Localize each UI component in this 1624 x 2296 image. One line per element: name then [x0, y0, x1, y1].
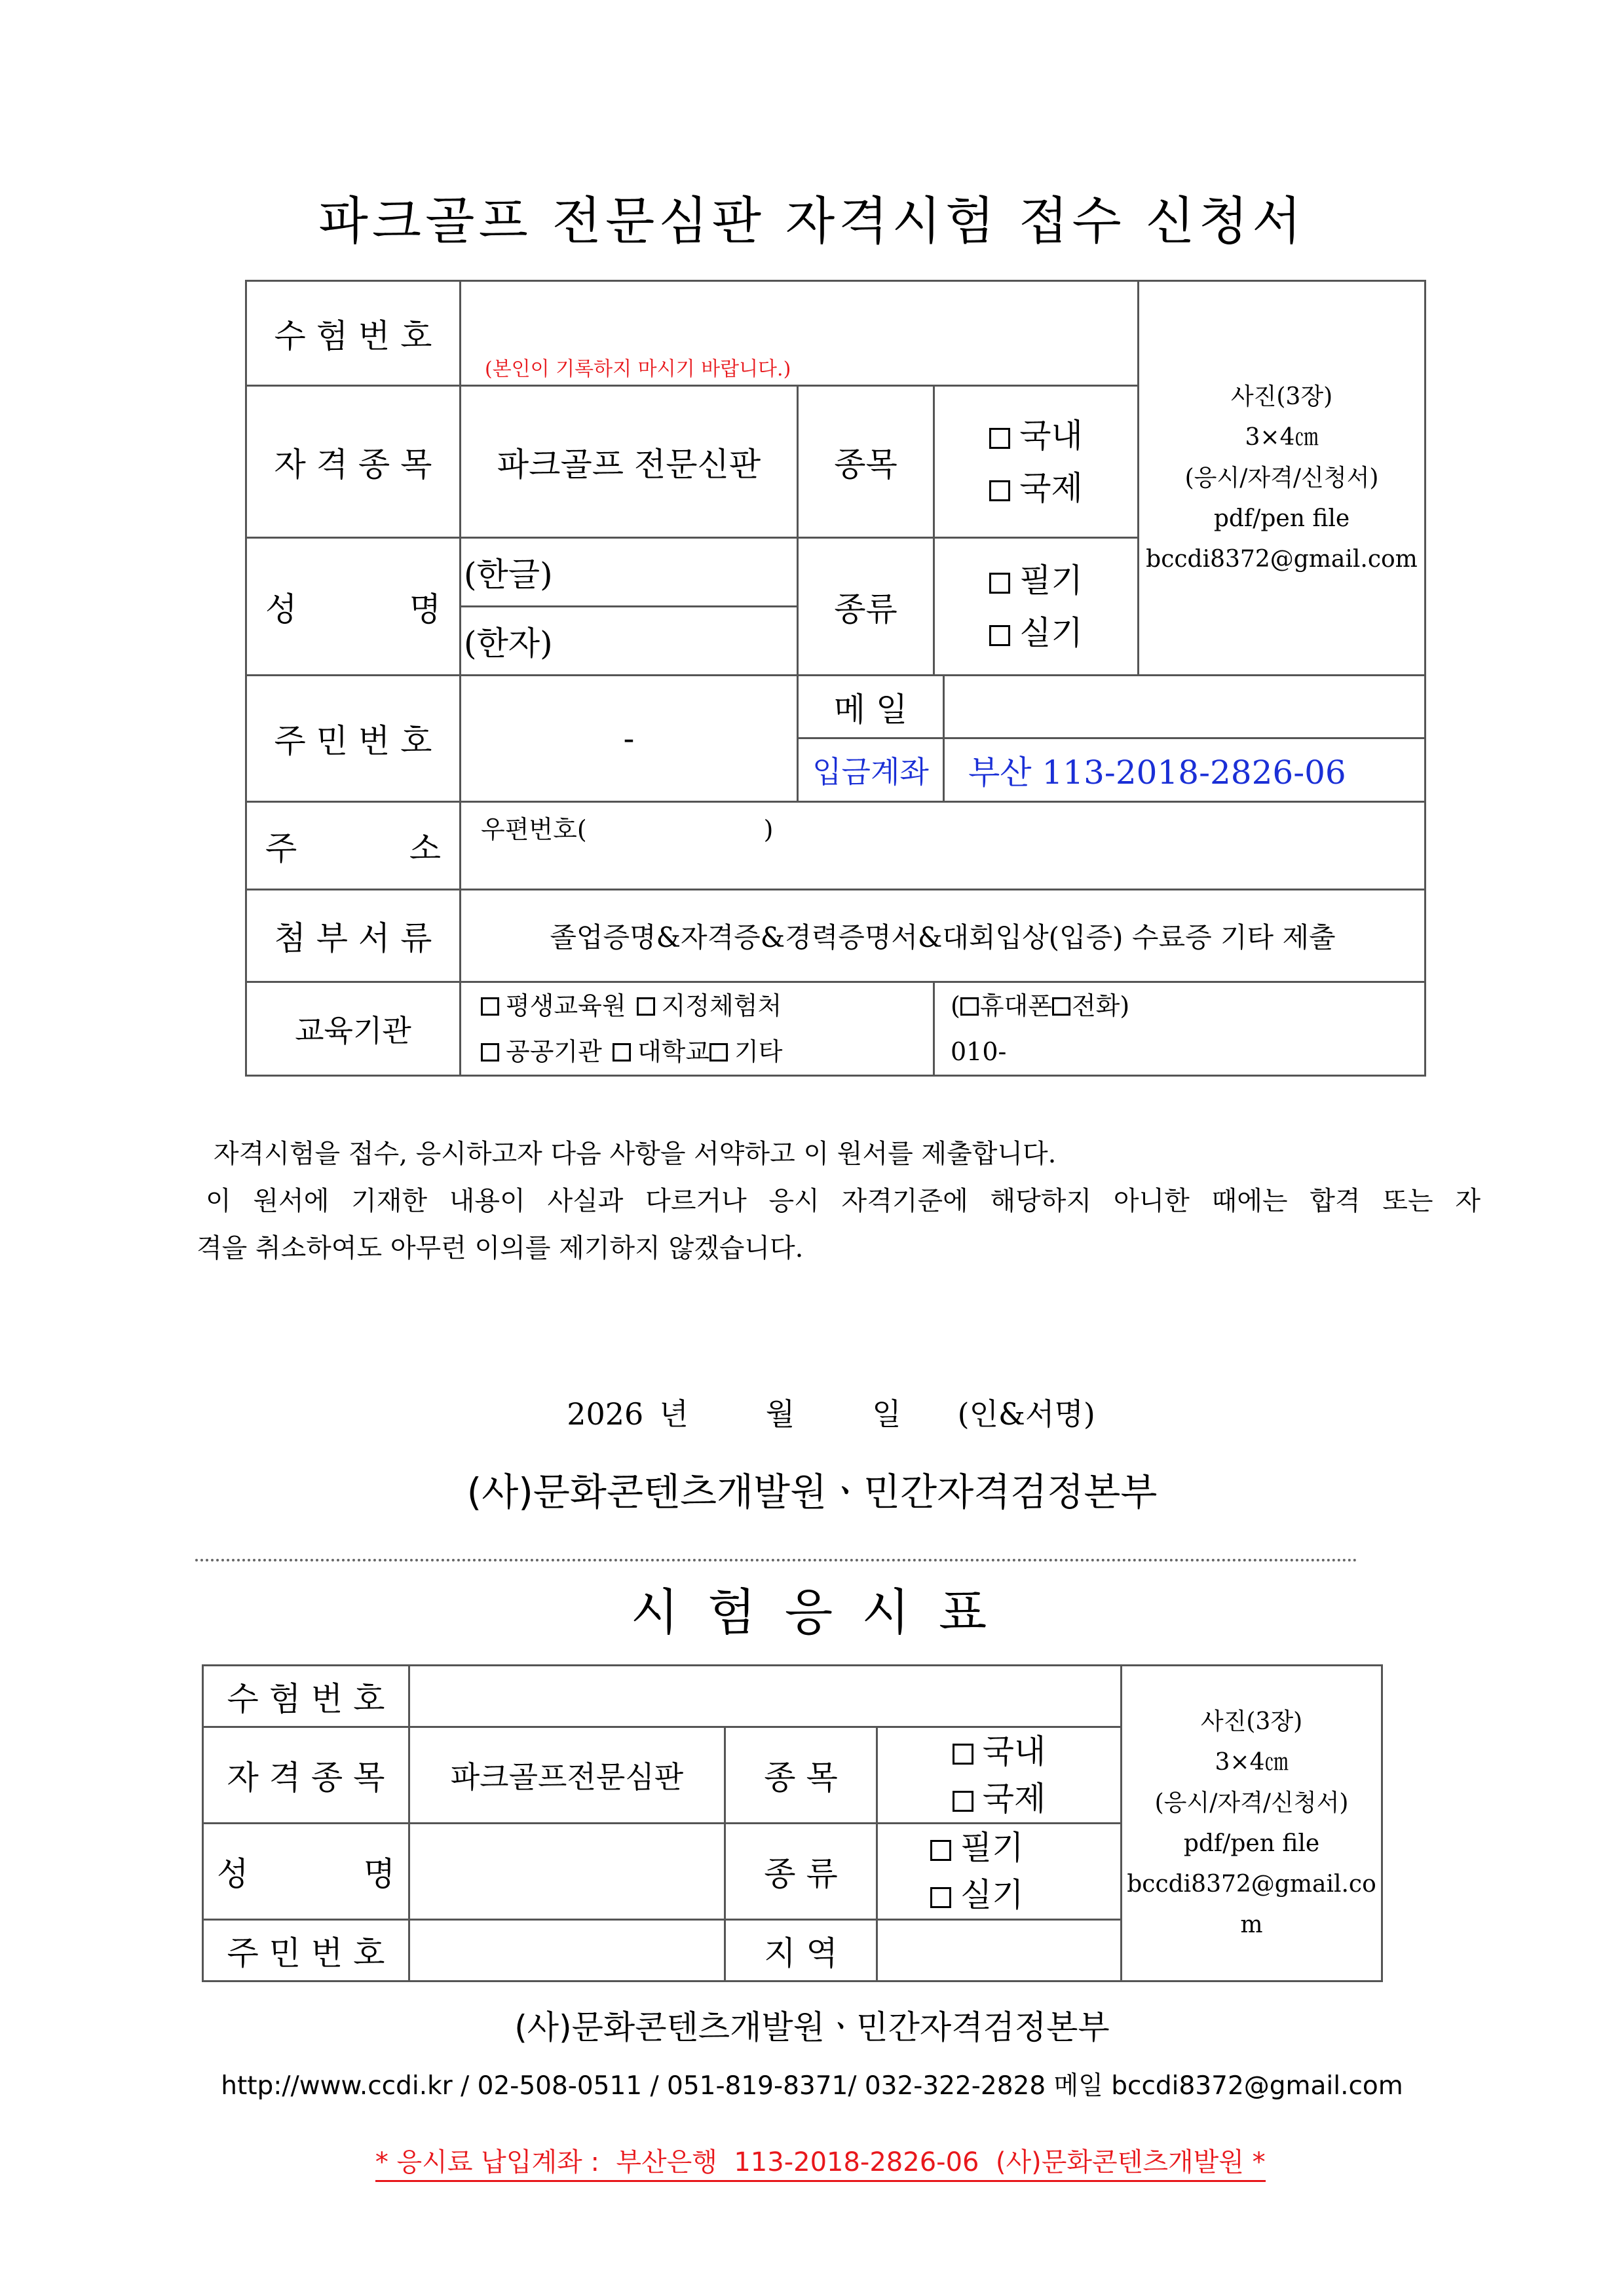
footer-payment: * 응시료 납입계좌 : 부산은행 113-2018-2826-06 (사)문화콘텐츠개발원 * — [0, 2111, 1624, 2179]
deposit-account: 부산 113-2018-2826-06 — [944, 738, 1426, 802]
checkbox-public-agency[interactable]: 공공기관 — [481, 1037, 602, 1066]
deposit-label: 입금계좌 — [798, 738, 944, 802]
application-table — [245, 280, 1426, 1077]
resident-number-label: 주 민 번 호 — [246, 676, 461, 802]
category-options — [934, 386, 1139, 538]
ticket-name-label: 성 명 — [203, 1824, 409, 1920]
exam-number-note: (본인이 기록하지 마시기 바랍니다.) — [485, 358, 791, 381]
contact-field[interactable]: ( 휴대폰 전화) 010- — [934, 982, 1426, 1076]
attachments-label: 첨 부 서 류 — [246, 890, 461, 982]
ticket-checkbox-domestic[interactable]: 국내 — [878, 1728, 1120, 1775]
checkbox-domestic[interactable]: 국내 — [935, 410, 1137, 462]
organization-name: (사)문화콘텐츠개발원ㆍ민간자격검정본부 — [466, 1470, 1158, 1514]
photo-line: 사진(3장) — [1230, 383, 1333, 410]
photo-line: pdf/pen file — [1213, 505, 1350, 532]
ticket-exam-number-field[interactable] — [409, 1666, 1122, 1727]
checkbox-university[interactable]: 대학교 — [610, 1037, 709, 1066]
contact-number[interactable]: 010- — [951, 1037, 1007, 1066]
institution-label: 교육기관 — [246, 982, 461, 1076]
type-label: 종류 — [798, 538, 934, 676]
cut-line — [195, 1559, 1357, 1561]
ticket-category-options — [877, 1727, 1122, 1824]
ticket-resident-label: 주 민 번 호 — [203, 1920, 409, 1981]
ticket-checkbox-practical[interactable]: 실기 — [930, 1871, 1120, 1919]
checkbox-phone[interactable] — [1052, 997, 1070, 1016]
ticket-qualification-value: 파크골프전문심판 — [409, 1727, 725, 1824]
checkbox-designated-center[interactable]: 지정체험처 — [634, 991, 782, 1020]
institution-options — [461, 982, 934, 1076]
ticket-name-field[interactable] — [409, 1824, 725, 1920]
pledge-text: 자격시험을 접수, 응시하고자 다음 사항을 서약하고 이 원서를 제출합니다. 이 원서에 기재한 내용이 사실과 다르거나 응시 자격기준에 해당하지 아니한 때에는 합격 또는 자 격을 취소하여도 아무런 이의를 제기하지 않겠습니다. — [197, 1139, 1481, 1263]
photo-line: (응시/자격/신청서) — [1184, 464, 1379, 491]
ticket-checkbox-international[interactable]: 국제 — [878, 1775, 1120, 1822]
photo-line: 3×4㎝ — [1245, 423, 1319, 451]
ticket-table — [202, 1664, 1383, 1982]
qualification-label: 자 격 종 목 — [246, 386, 461, 538]
email-label: 메 일 — [798, 676, 944, 738]
footer-contact: http://www.ccdi.kr / 02-508-0511 / 051-819-8371/ 032-322-2828 메일 bccdi8372@gmail.com — [221, 2071, 1403, 2101]
checkbox-written[interactable]: 필기 — [935, 554, 1137, 607]
name-korean-field[interactable]: (한글) — [461, 538, 798, 607]
name-label: 성 명 — [246, 538, 461, 676]
email-field[interactable] — [944, 676, 1426, 738]
ticket-type-label: 종 류 — [725, 1824, 877, 1920]
form-title: 파크골프 전문심판 자격시험 접수 신청서 — [318, 192, 1306, 251]
photo-line: bccdi8372@gmail.com — [1146, 545, 1418, 573]
name-hanja-field[interactable]: (한자) — [461, 607, 798, 676]
ticket-type-options — [877, 1824, 1122, 1920]
checkbox-international[interactable]: 국제 — [935, 462, 1137, 514]
checkbox-lifelong-education[interactable]: 평생교육원 — [481, 991, 626, 1020]
type-options — [934, 538, 1139, 676]
footer-organization: (사)문화콘텐츠개발원ㆍ민간자격검정본부 — [514, 2008, 1110, 2046]
ticket-region-label: 지 역 — [725, 1920, 877, 1981]
checkbox-mobile[interactable] — [960, 997, 979, 1016]
attachments-value: 졸업증명&자격증&경력증명서&대회입상(입증) 수료증 기타 제출 — [461, 890, 1426, 982]
exam-number-field[interactable] — [461, 281, 1139, 386]
ticket-title: 시 험 응 시 표 — [630, 1583, 994, 1641]
date-line: 2026 년 월 일 (인&서명) — [567, 1396, 1095, 1432]
resident-number-field[interactable]: - — [461, 676, 798, 802]
exam-number-label: 수 험 번 호 — [246, 281, 461, 386]
checkbox-practical[interactable]: 실기 — [935, 607, 1137, 659]
address-label: 주 소 — [246, 802, 461, 890]
postal-code[interactable]: 우편번호( ) — [481, 815, 774, 844]
address-field[interactable] — [461, 802, 1426, 890]
category-label: 종목 — [798, 386, 934, 538]
photo-box[interactable] — [1139, 281, 1426, 676]
ticket-photo-box[interactable]: 사진(3장) 3×4㎝ (응시/자격/신청서) pdf/pen file bccdi8372@gmail.co m — [1122, 1666, 1382, 1981]
ticket-category-label: 종 목 — [725, 1727, 877, 1824]
checkbox-other[interactable]: 기타 — [709, 1037, 782, 1066]
ticket-region-field[interactable] — [877, 1920, 1122, 1981]
ticket-checkbox-written[interactable]: 필기 — [930, 1824, 1120, 1871]
ticket-qualification-label: 자 격 종 목 — [203, 1727, 409, 1824]
qualification-value: 파크골프 전문신판 — [461, 386, 798, 538]
ticket-exam-number-label: 수 험 번 호 — [203, 1666, 409, 1727]
ticket-resident-field[interactable] — [409, 1920, 725, 1981]
